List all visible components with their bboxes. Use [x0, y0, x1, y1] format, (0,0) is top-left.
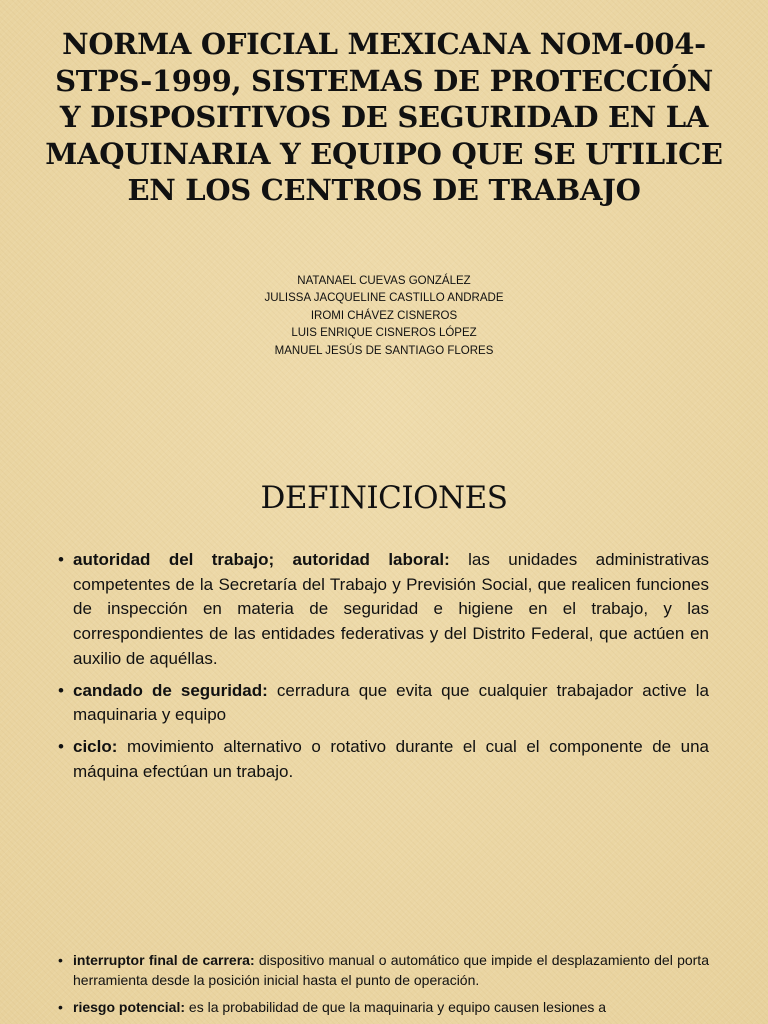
definition-item — [58, 679, 709, 728]
definition-term: autoridad del trabajo; autoridad laboral: — [73, 550, 450, 569]
definition-text: cerradura que evita que cualquier trabajador active la maquinaria y equipo — [73, 680, 709, 725]
title-slide — [0, 0, 768, 384]
definition-term: ciclo: — [73, 736, 118, 756]
definitions-list — [58, 950, 709, 1024]
definition-item — [58, 950, 709, 990]
definition-item — [58, 548, 709, 672]
author-name: JULISSA JACQUELINE CASTILLO ANDRADE — [264, 292, 504, 305]
section-heading: DEFINICIONES — [260, 480, 508, 516]
author-name: LUIS ENRIQUE CISNEROS LÓPEZ — [291, 327, 477, 340]
author-name: MANUEL JESÚS DE SANTIAGO FLORES — [274, 344, 494, 357]
author-name: NATANAEL CUEVAS GONZÁLEZ — [297, 275, 471, 287]
author-list — [0, 273, 768, 360]
definition-term: candado de seguridad: — [73, 680, 268, 700]
definition-text: dispositivo manual o automático que impide el desplazamiento del porta herramienta desde la posición inicial hasta el punto de operación. — [73, 952, 709, 988]
definitions-slide — [0, 384, 768, 944]
definition-term: riesgo potencial: — [73, 999, 186, 1015]
definitions-continued-slide — [0, 944, 768, 1024]
author-name: IROMI CHÁVEZ CISNEROS — [310, 309, 458, 322]
definition-item — [58, 997, 709, 1017]
definition-text: es la probabilidad de que la maquinaria y equipo causen lesiones a — [185, 999, 607, 1015]
definition-term: interruptor final de carrera: — [73, 952, 255, 968]
definition-text: las unidades administrativas competentes de la Secretaría del Trabajo y Previsión Social, que realicen funciones de inspección en materia de seguridad e higiene en el trabajo, y las correspondientes de las entidades federativas y del Distrito Federal, que actúen en auxilio de aquéllas. — [73, 550, 709, 668]
document-title: NORMA OFICIAL MEXICANA NOM-004-STPS-1999, SISTEMAS DE PROTECCIÓN Y DISPOSITIVOS DE SEGURIDAD EN LA MAQUINARIA Y EQUIPO QUE SE UTILICE EN LOS CENTROS DE TRABAJO — [45, 27, 723, 207]
definition-text: movimiento alternativo o rotativo durante el cual el componente de una máquina efectúan un trabajo. — [73, 736, 709, 781]
definition-item — [58, 735, 709, 784]
definitions-list — [58, 548, 709, 791]
